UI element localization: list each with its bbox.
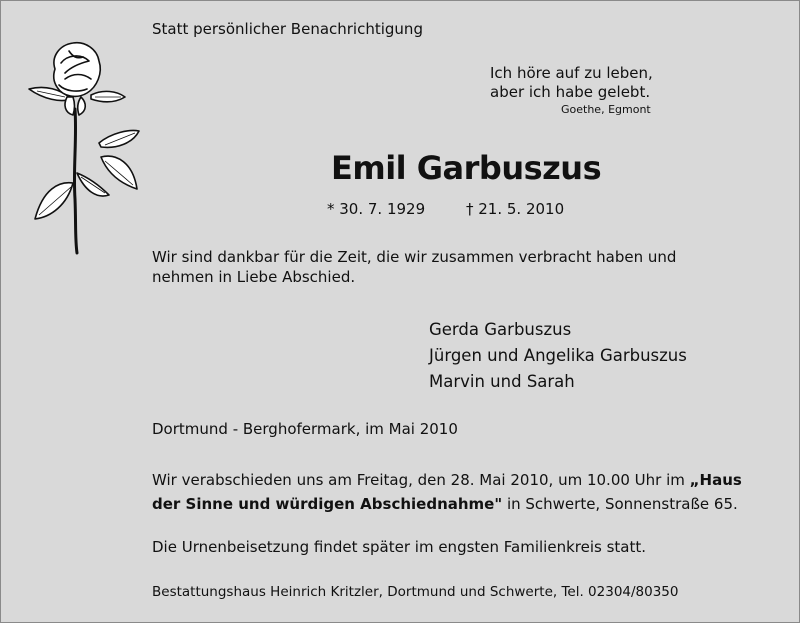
funeral-home-footer: Bestattungshaus Heinrich Kritzler, Dortmund und Schwerte, Tel. 02304/80350 xyxy=(152,584,679,600)
deceased-name: Emil Garbuszus xyxy=(331,149,602,187)
quote-source: Goethe, Egmont xyxy=(561,103,651,116)
quote xyxy=(490,64,653,102)
quote-line-2: aber ich habe gelebt. xyxy=(490,83,651,101)
family-member: Jürgen und Angelika Garbuszus xyxy=(429,346,687,365)
birth-date: * 30. 7. 1929 xyxy=(327,200,426,218)
urn-burial-text: Die Urnenbeisetzung findet später im engsten Familienkreis statt. xyxy=(152,538,647,556)
family-member: Gerda Garbuszus xyxy=(429,320,572,339)
farewell-text-part: in Schwerte, Sonnenstraße 65. xyxy=(502,495,738,513)
family-list xyxy=(429,317,687,395)
thanks-text: Wir sind dankbar für die Zeit, die wir zusammen verbracht haben und nehmen in Liebe Abschied. xyxy=(152,248,677,286)
family-member: Marvin und Sarah xyxy=(429,372,575,391)
rose-icon xyxy=(25,39,145,259)
farewell-text xyxy=(152,468,752,516)
place-date: Dortmund - Berghofermark, im Mai 2010 xyxy=(152,420,458,438)
death-date: † 21. 5. 2010 xyxy=(466,200,565,218)
quote-line-1: Ich höre auf zu leben, xyxy=(490,64,653,82)
farewell-text-part: Wir verabschieden uns am Freitag, den 28. Mai 2010, um 10.00 Uhr im xyxy=(152,471,690,489)
intro-text: Statt persönlicher Benachrichtigung xyxy=(152,20,423,38)
venue-name: „Haus der Sinne und würdigen Abschiednahme" xyxy=(152,471,742,513)
